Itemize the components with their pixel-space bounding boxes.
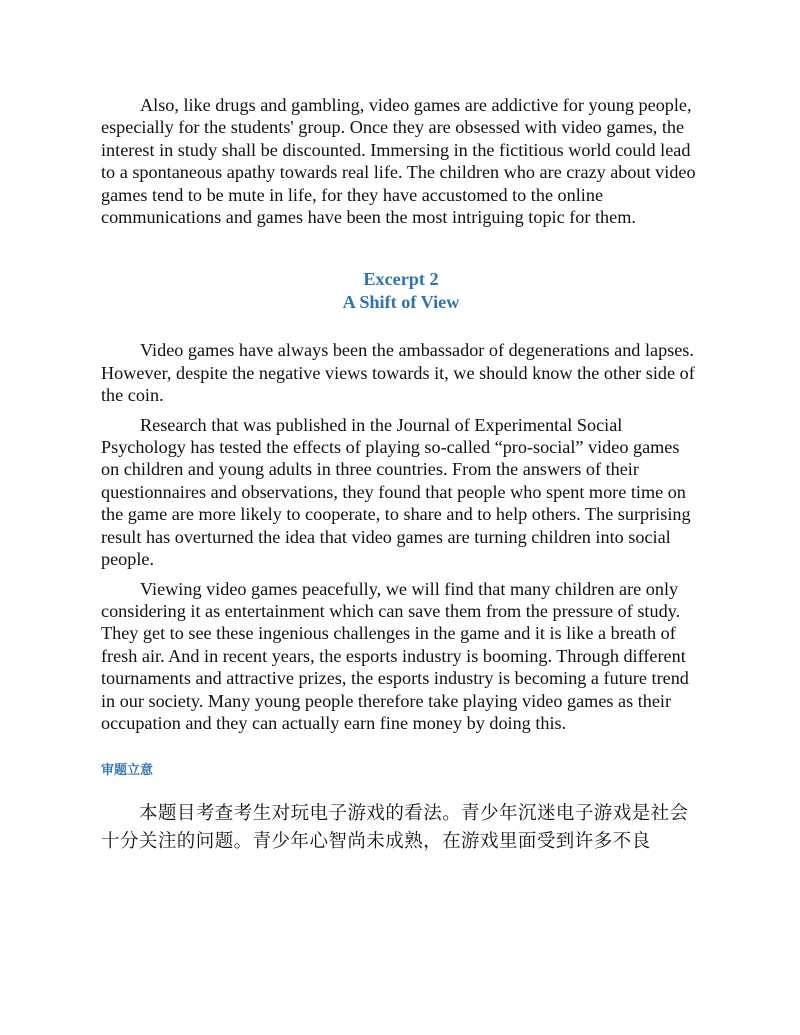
body-paragraph-4: Viewing video games peacefully, we will find that many children are only considering it as entertainment which can save them from the pressure of study. They get to see these ingenious challenges in the game and it is like a breath of fresh air. And in recent years, the esports industry is booming. Through different tournaments and attractive prizes, the esports industry is becoming a future trend in our society. Many young people therefore take playing video games as their occupation and they can actually earn fine money by doing this. bbox=[101, 578, 689, 733]
chinese-paragraph: 本题目考查考生对玩电子游戏的看法。青少年沉迷电子游戏是社会十分关注的问题。青少年心智尚未成熟，在游戏里面受到许多不良 bbox=[101, 803, 689, 853]
body-paragraph-2: Video games have always been the ambassador of degenerations and lapses. However, despite the negative views towards it, we should know the other side of the coin. bbox=[101, 340, 695, 406]
excerpt-heading bbox=[101, 268, 701, 314]
excerpt-number: Excerpt 2 bbox=[363, 269, 439, 290]
body-paragraph-3: Research that was published in the Journal of Experimental Social Psychology has tested the effects of playing so-called “pro-social” video games on children and young adults in three countries. From the answers of their questionnaires and observations, they found that people who spent more time on the game are more likely to cooperate, to share and to help others. The surprising result has overturned the idea that video games are turning children into social people. bbox=[101, 414, 691, 570]
excerpt-title: A Shift of View bbox=[342, 292, 460, 313]
section-label: 审题立意 bbox=[101, 763, 154, 779]
page-content bbox=[101, 94, 701, 875]
body-paragraph-1: Also, like drugs and gambling, video games are addictive for young people, especially for the students' group. Once they are obsessed with video games, the interest in study shall be discounted. Immersing in the fictitious world could lead to a spontaneous apathy towards real life. The children who are crazy about video games tend to be mute in life, for they have accustomed to the online communications and games have been the most intriguing topic for them. bbox=[101, 95, 696, 228]
